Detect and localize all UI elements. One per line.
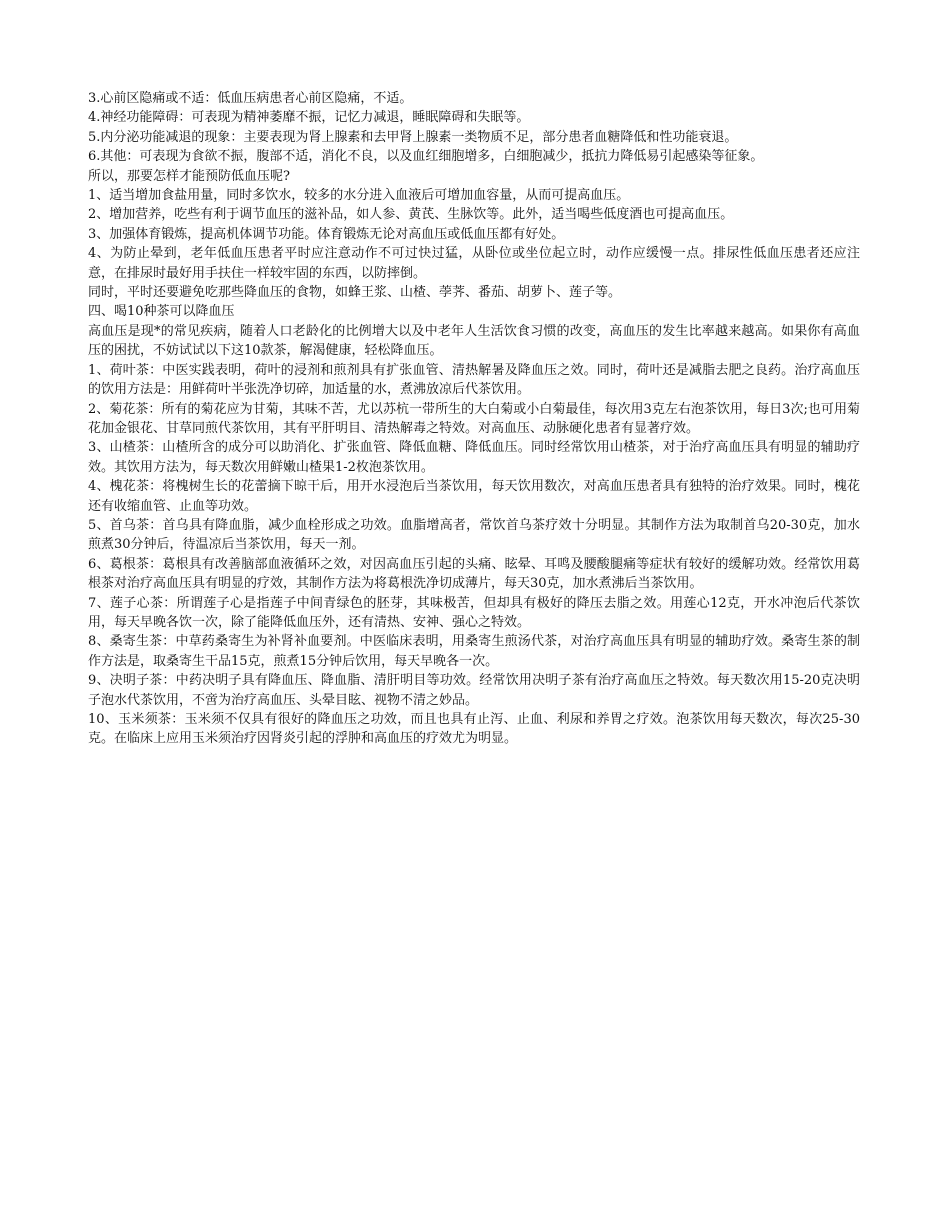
tea-item-7: 7、莲子心茶：所谓莲子心是指莲子中间青绿色的胚芽，其味极苦，但却具有极好的降压去脂之效。用莲心12克，开水冲泡后代茶饮用，每天早晚各饮一次，除了能降低血压外，还有清热、安神、强心之特效。 (88, 595, 860, 630)
tea-item-6: 6、葛根茶：葛根具有改善脑部血液循环之效，对因高血压引起的头痛、眩晕、耳鸣及腰酸腿痛等症状有较好的缓解功效。经常饮用葛根茶对治疗高血压具有明显的疗效，其制作方法为将葛根洗净切成薄片，每天30克，加水煮沸后当茶饮用。 (88, 556, 860, 592)
prevention-item-2: 2、增加营养，吃些有利于调节血压的滋补品，如人参、黄芪、生脉饮等。此外，适当喝些低度酒也可提高血压。 (88, 207, 734, 223)
tea-item-4: 4、槐花茶：将槐树生长的花蕾摘下晾干后，用开水浸泡后当茶饮用，每天饮用数次，对高血压患者具有独特的治疗效果。同时，槐花还有收缩血管、止血等功效。 (88, 479, 860, 514)
prevention-question: 所以，那要怎样才能预防低血压呢? (88, 168, 290, 184)
document-body (88, 89, 860, 749)
tea-item-1: 1、荷叶茶：中医实践表明，荷叶的浸剂和煎剂具有扩张血管、清热解暑及降血压之效。同时，荷叶还是减脂去肥之良药。治疗高血压的饮用方法是：用鲜荷叶半张洗净切碎，加适量的水，煮沸放凉后代茶饮用。 (88, 362, 860, 398)
symptom-5-paragraph: 5.内分泌功能减退的现象：主要表现为肾上腺素和去甲肾上腺素一类物质不足，部分患者血糖降低和性功能衰退。 (88, 129, 738, 145)
tea-item-8: 8、桑寄生茶：中草药桑寄生为补肾补血要剂。中医临床表明，用桑寄生煎汤代茶，对治疗高血压具有明显的辅助疗效。桑寄生茶的制作方法是，取桑寄生干品15克，煎煮15分钟后饮用，每天早晚各一次。 (88, 634, 860, 669)
section-heading-teas: 四、喝10种茶可以降血压 (88, 304, 235, 320)
teas-intro-paragraph: 高血压是现*的常见疾病，随着人口老龄化的比例增大以及中老年人生活饮食习惯的改变，高血压的发生比率越来越高。如果你有高血压的困扰，不妨试试以下这10款茶，解渴健康，轻松降血压。 (88, 323, 860, 359)
tea-item-3: 3、山楂茶：山楂所含的成分可以助消化、扩张血管、降低血糖、降低血压。同时经常饮用山楂茶，对于治疗高血压具有明显的辅助疗效。其饮用方法为，每天数次用鲜嫩山楂果1-2枚泡茶饮用。 (88, 440, 860, 475)
prevention-food-note: 同时，平时还要避免吃那些降血压的食物，如蜂王浆、山楂、荸荠、番茄、胡萝卜、莲子等。 (88, 285, 622, 301)
prevention-item-3: 3、加强体育锻炼，提高机体调节功能。体育锻炼无论对高血压或低血压都有好处。 (88, 226, 565, 242)
prevention-item-4: 4、为防止晕到，老年低血压患者平时应注意动作不可过快过猛，从卧位或坐位起立时，动作应缓慢一点。排尿性低血压患者还应注意，在排尿时最好用手扶住一样较牢固的东西，以防摔倒。 (88, 246, 860, 281)
tea-item-10: 10、玉米须茶：玉米须不仅具有很好的降血压之功效，而且也具有止泻、止血、利尿和养胃之疗效。泡茶饮用每天数次，每次25-30克。在临床上应用玉米须治疗因肾炎引起的浮肿和高血压的疗效尤为明显。 (88, 712, 860, 747)
tea-item-9: 9、决明子茶：中药决明子具有降血压、降血脂、清肝明目等功效。经常饮用决明子茶有治疗高血压之特效。每天数次用15-20克决明子泡水代茶饮用，不啻为治疗高血压、头晕目眩、视物不清之妙品。 (88, 673, 860, 708)
symptom-4-paragraph: 4.神经功能障碍：可表现为精神萎靡不振，记忆力减退，睡眠障碍和失眠等。 (88, 110, 530, 126)
tea-item-2: 2、菊花茶：所有的菊花应为甘菊，其味不苦，尤以苏杭一带所生的大白菊或小白菊最佳，每次用3克左右泡茶饮用，每日3次;也可用菊花加金银花、甘草同煎代茶饮用，其有平肝明目、清热解毒之特效。对高血压、动脉硬化患者有显著疗效。 (88, 401, 860, 436)
tea-item-5: 5、首乌茶：首乌具有降血脂，减少血栓形成之功效。血脂增高者，常饮首乌茶疗效十分明显。其制作方法为取制首乌20-30克，加水煎煮30分钟后，待温凉后当茶饮用，每天一剂。 (88, 517, 860, 553)
prevention-item-1: 1、适当增加食盐用量，同时多饮水，较多的水分进入血液后可增加血容量，从而可提高血压。 (88, 188, 630, 204)
symptom-3-paragraph: 3.心前区隐痛或不适：低血压病患者心前区隐痛，不适。 (88, 91, 413, 106)
symptom-6-paragraph: 6.其他：可表现为食欲不振，腹部不适，消化不良，以及血红细胞增多，白细胞减少，抵抗力降低易引起感染等征象。 (88, 149, 764, 165)
